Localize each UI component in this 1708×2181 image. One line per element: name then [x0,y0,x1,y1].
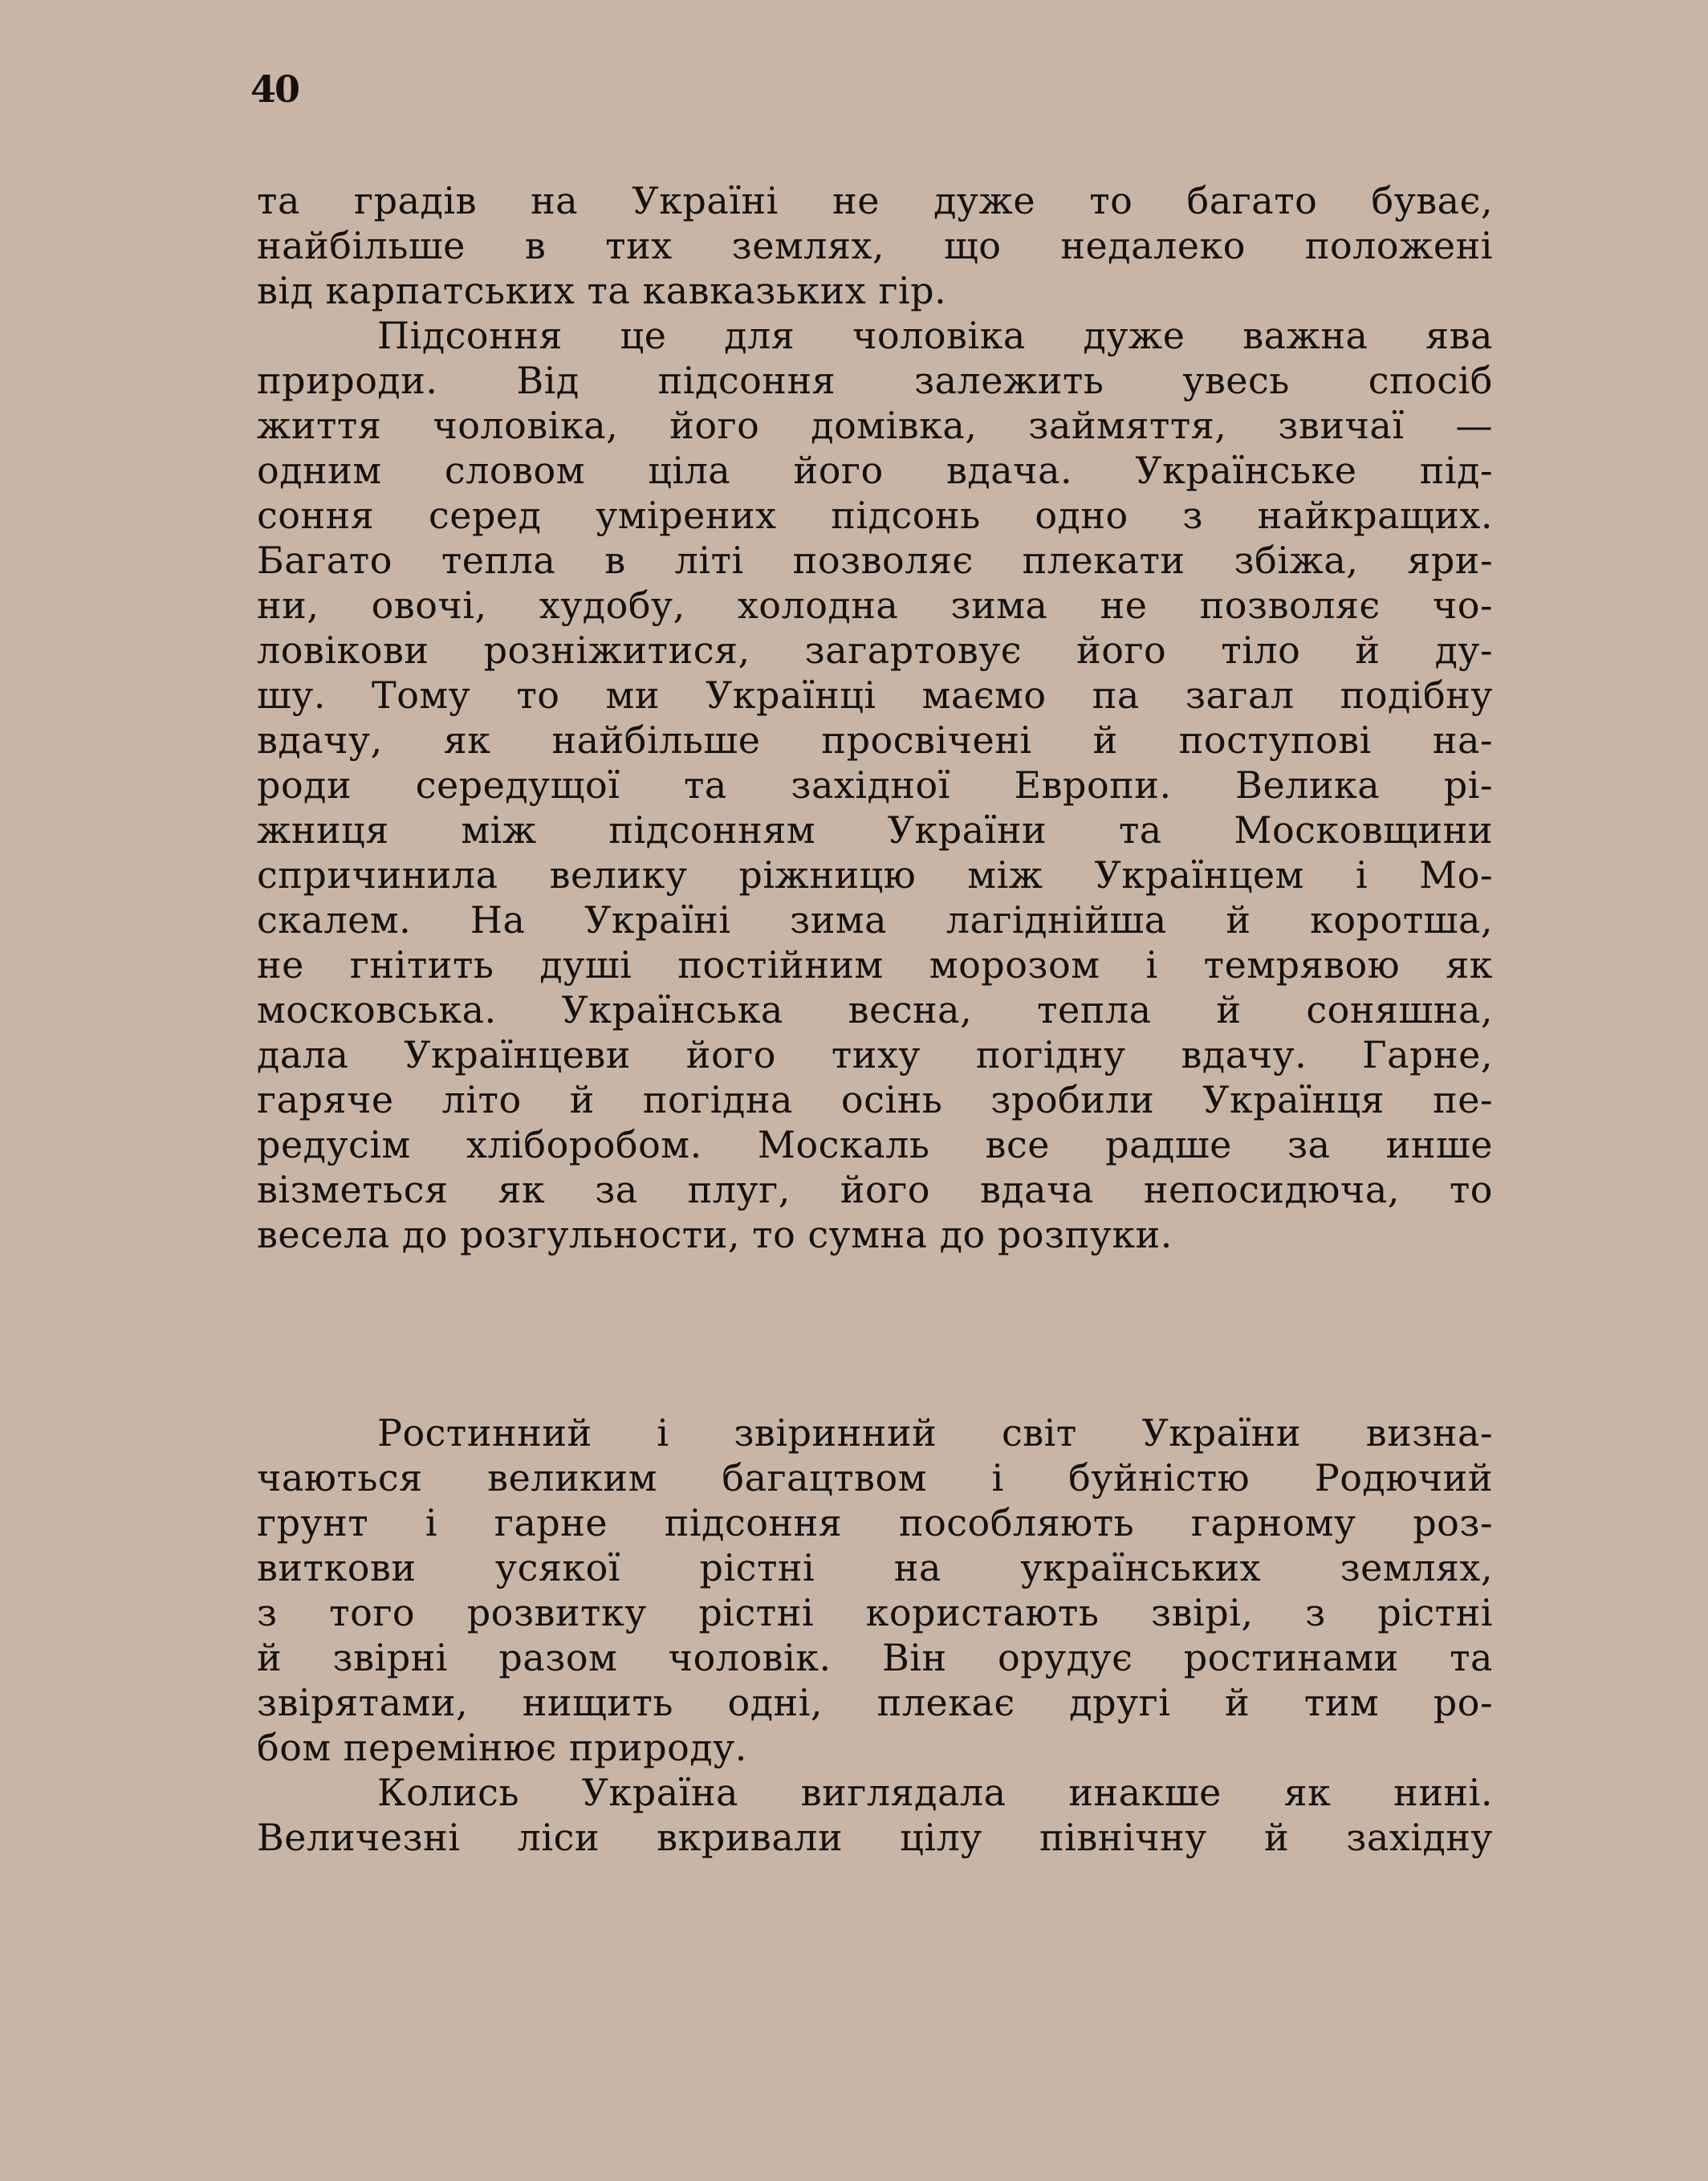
text-line: ни, овочі, худобу, холодна зима не позволяє чо- [257,584,1493,627]
text-line: від карпатських та кавказьких гір. [257,269,947,312]
text-line: скалем. На Україні зима лагіднійша й коротша, [257,898,1493,942]
text-line: Колись Україна виглядала инакше як нині. [377,1771,1493,1814]
text-line: шу. Тому то ми Українці маємо па загал подібну [257,673,1493,717]
text-line: дала Українцеви його тиху погідну вдачу. Гарне, [257,1033,1493,1076]
text-section-lower [257,1410,1493,1860]
text-line: весела до розгульности, то сумна до розпуки. [257,1213,1173,1256]
text-line: вдачу, як найбільше просвічені й поступові на- [257,718,1493,762]
text-section-upper [257,178,1493,1257]
text-line: Підсоння це для чоловіка дуже важна ява [377,314,1493,357]
text-line: редусім хліборобом. Москаль все радше за инше [257,1123,1493,1166]
text-line: грунт і гарне підсоння пособляють гарному роз- [257,1501,1493,1544]
text-line: візметься як за плуг, його вдача непосидюча, то [257,1168,1493,1211]
paragraph [257,313,1493,1257]
text-line: одним словом ціла його вдача. Українське під- [257,449,1493,492]
text-line: найбільше в тих землях, що недалеко положені [257,224,1493,267]
paragraph [257,178,1493,313]
text-line: виткови усякої рістні на українських землях, [257,1546,1493,1589]
page-number: 40 [250,67,299,111]
text-line: спричинила велику ріжницю між Українцем і Мо- [257,853,1493,897]
text-line: звірятами, нищить одні, плекає другі й тим ро- [257,1681,1493,1724]
text-line: Ростинний і звіринний світ України визна- [377,1411,1493,1455]
paragraph [257,1410,1493,1770]
text-line: не гнітить душі постійним морозом і темрявою як [257,943,1493,987]
text-line: Величезні ліси вкривали цілу північну й західну [257,1816,1493,1859]
text-line: соння серед умірених підсонь одно з найкращих. [257,494,1493,537]
text-line: бом перемінює природу. [257,1726,747,1769]
text-line: життя чоловіка, його домівка, займяття, звичаї — [257,404,1493,447]
text-line: гаряче літо й погідна осінь зробили Українця пе- [257,1078,1493,1121]
text-line: з того розвитку рістні користають звірі, з рістні [257,1591,1493,1634]
text-line: чаються великим багацтвом і буйністю Родючий [257,1456,1493,1499]
text-line: й звірні разом чоловік. Він орудує ростинами та [257,1636,1493,1679]
paragraph [257,1770,1493,1860]
text-line: та градів на Україні не дуже то багато буває, [257,179,1493,222]
text-line: Багато тепла в літі позволяє плекати збіжа, яри- [257,539,1493,582]
text-line: ловікови розніжитися, загартовує його тіло й ду- [257,629,1493,672]
text-line: жниця між підсонням України та Московщини [257,808,1493,852]
text-line: московська. Українська весна, тепла й соняшна, [257,988,1493,1031]
text-line: роди середущої та західної Европи. Велика рі- [257,763,1493,807]
text-line: природи. Від підсоння залежить увесь спосіб [257,359,1493,402]
